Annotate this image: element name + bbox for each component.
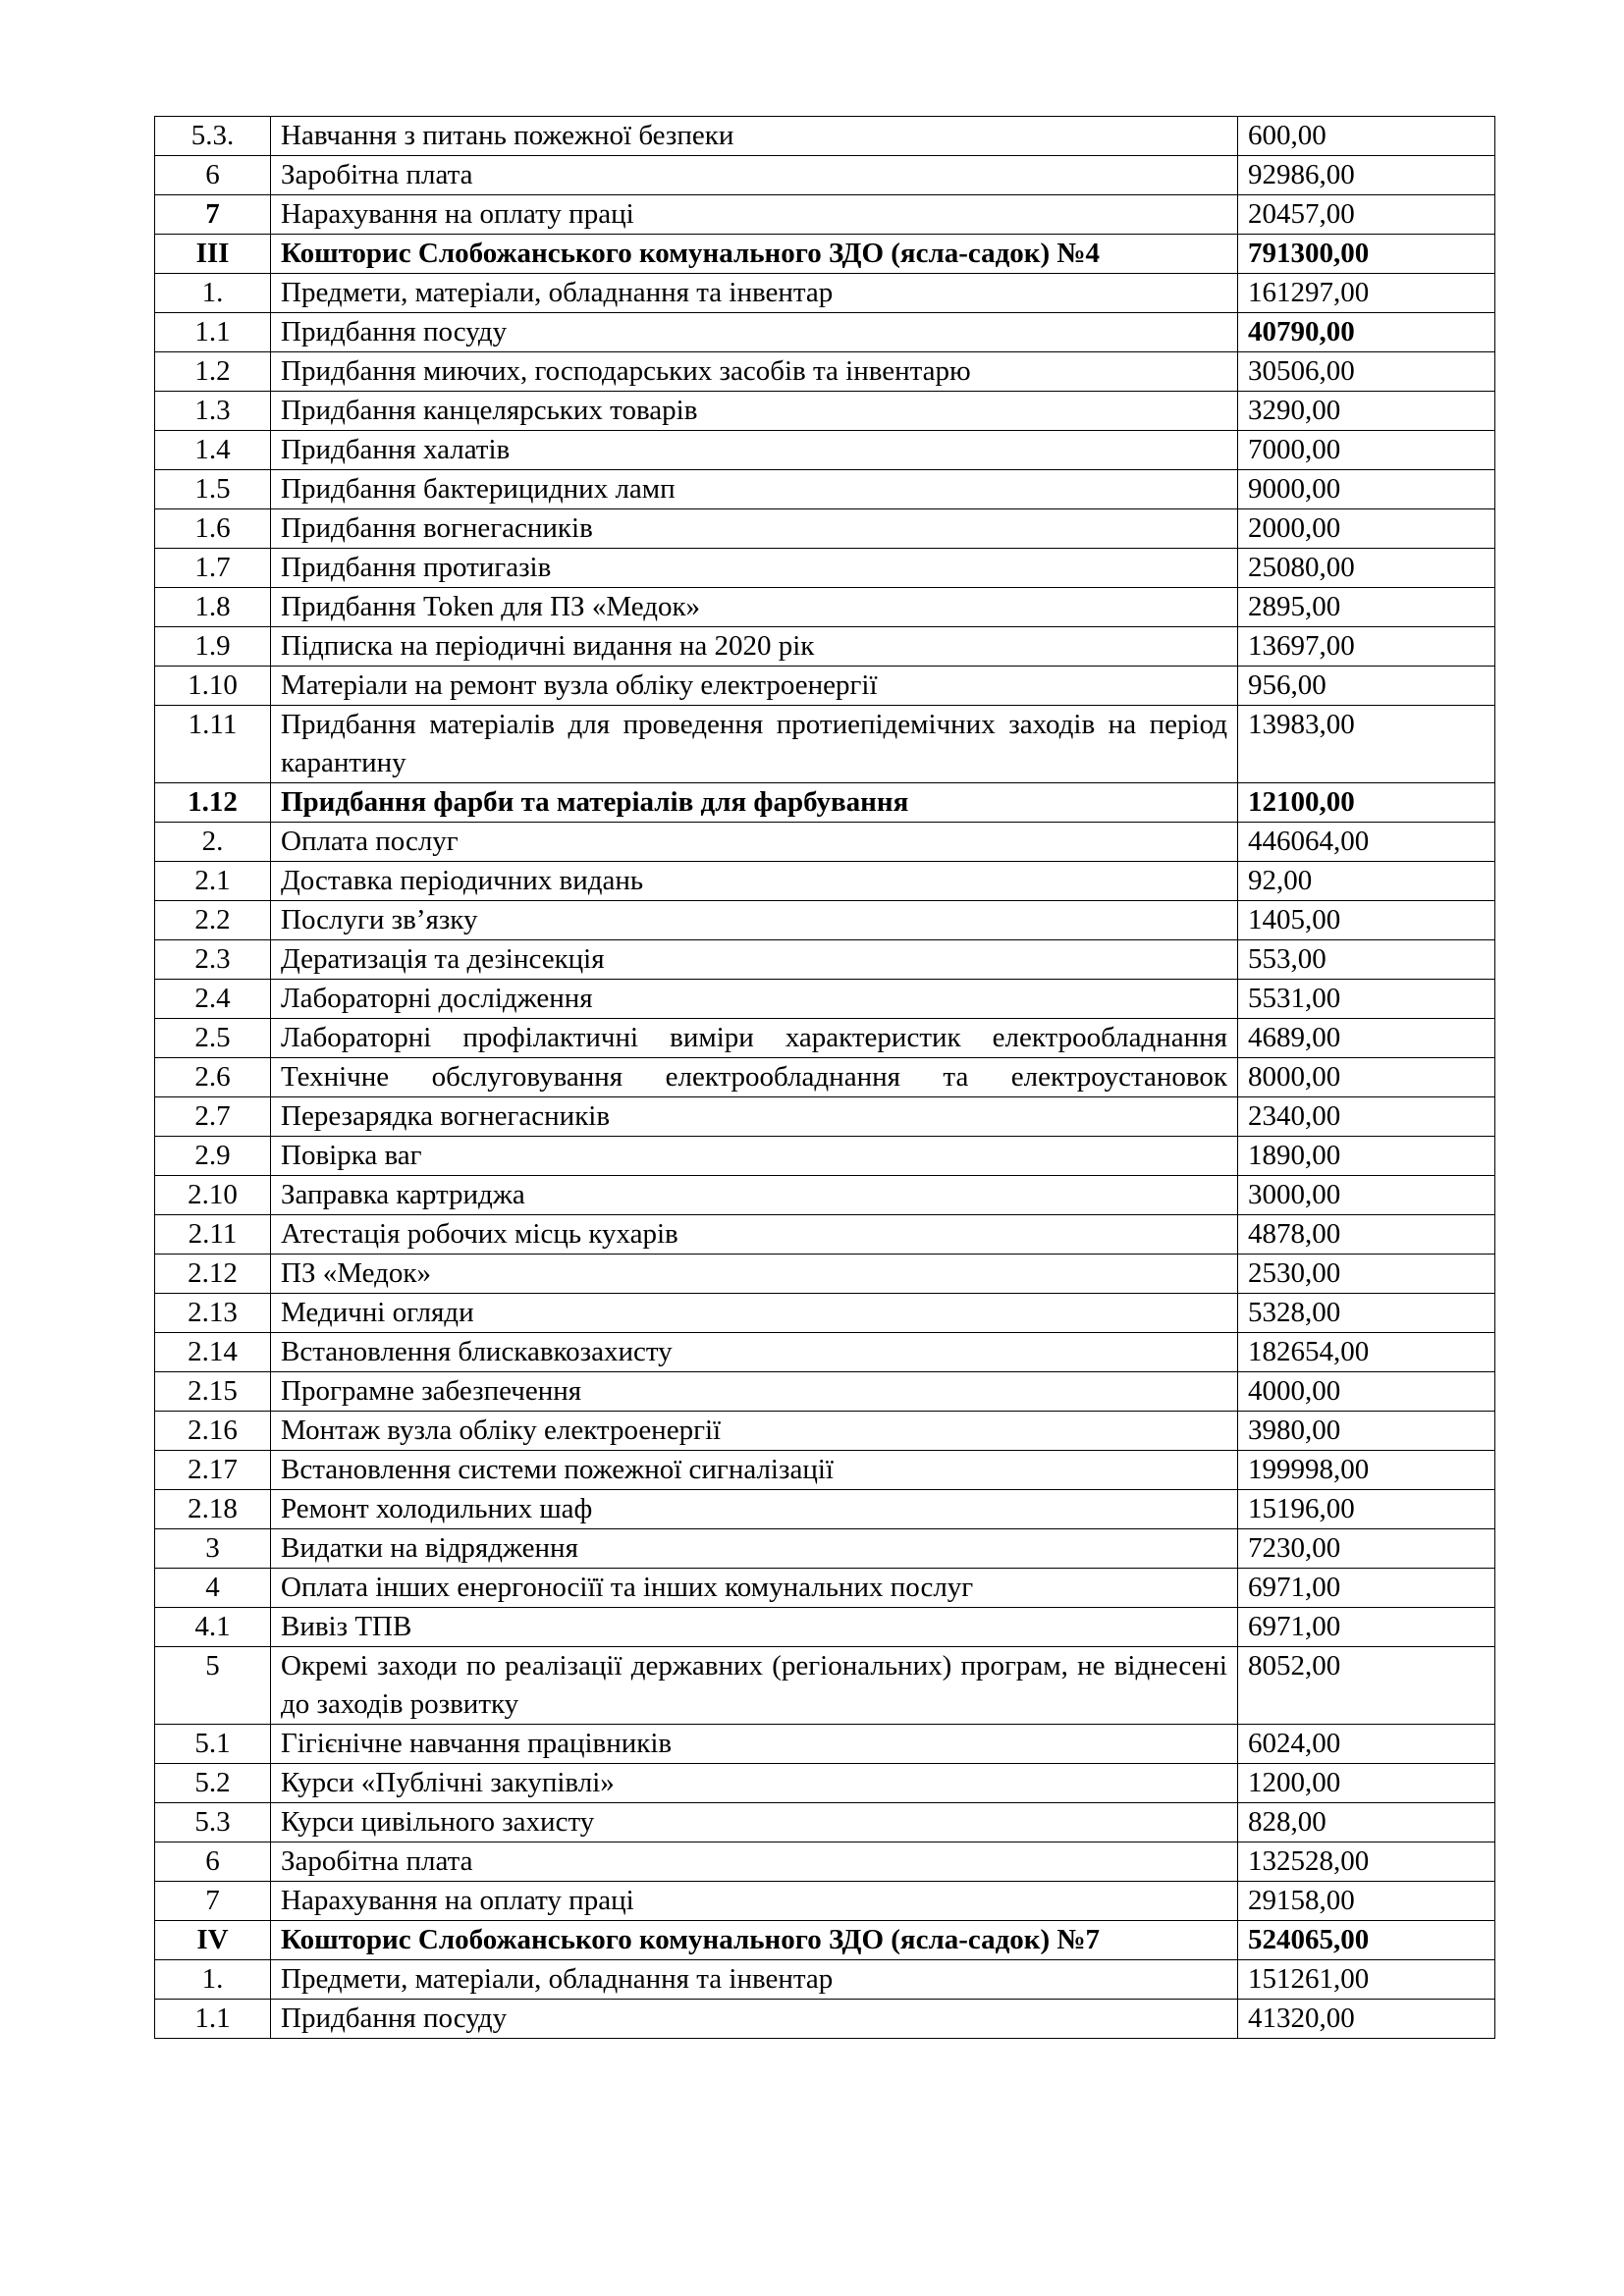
row-description: Гігієнічне навчання працівників xyxy=(271,1725,1238,1764)
estimate-table-body xyxy=(155,117,1495,2039)
estimate-table xyxy=(154,116,1495,2039)
row-description: Придбання миючих, господарських засобів та інвентарю xyxy=(271,352,1238,392)
row-description: Придбання бактерицидних ламп xyxy=(271,470,1238,509)
table-row xyxy=(155,1569,1495,1608)
table-row xyxy=(155,1960,1495,2000)
row-amount: 4000,00 xyxy=(1238,1372,1495,1412)
row-number: 1. xyxy=(155,274,271,313)
row-number: 1.10 xyxy=(155,667,271,706)
row-description: Перезарядка вогнегасників xyxy=(271,1097,1238,1137)
row-amount: 13983,00 xyxy=(1238,706,1495,783)
row-number: 5 xyxy=(155,1647,271,1725)
row-amount: 92986,00 xyxy=(1238,156,1495,195)
row-number: 2.16 xyxy=(155,1412,271,1451)
row-number: 1.1 xyxy=(155,313,271,352)
row-amount: 4689,00 xyxy=(1238,1019,1495,1058)
row-number: 1.7 xyxy=(155,549,271,588)
row-number: 6 xyxy=(155,1842,271,1882)
row-number: 7 xyxy=(155,1882,271,1921)
row-amount: 791300,00 xyxy=(1238,235,1495,274)
table-row xyxy=(155,1882,1495,1921)
table-row xyxy=(155,509,1495,549)
row-description: Заробітна плата xyxy=(271,156,1238,195)
table-row xyxy=(155,1921,1495,1960)
row-description: Лабораторні дослідження xyxy=(271,980,1238,1019)
row-number: 4 xyxy=(155,1569,271,1608)
row-amount: 5531,00 xyxy=(1238,980,1495,1019)
row-number: 2.4 xyxy=(155,980,271,1019)
table-row xyxy=(155,627,1495,667)
table-row xyxy=(155,549,1495,588)
row-number: 2.14 xyxy=(155,1333,271,1372)
table-row xyxy=(155,1608,1495,1647)
row-amount: 13697,00 xyxy=(1238,627,1495,667)
row-amount: 25080,00 xyxy=(1238,549,1495,588)
row-description: Придбання вогнегасників xyxy=(271,509,1238,549)
row-amount: 15196,00 xyxy=(1238,1490,1495,1529)
table-row xyxy=(155,901,1495,940)
row-number: 7 xyxy=(155,195,271,235)
row-number: 2.18 xyxy=(155,1490,271,1529)
row-description: Заправка картриджа xyxy=(271,1176,1238,1215)
row-description: Предмети, матеріали, обладнання та інвентар xyxy=(271,274,1238,313)
row-number: 1.1 xyxy=(155,2000,271,2039)
row-amount: 1405,00 xyxy=(1238,901,1495,940)
row-description: Оплата інших енергоносіїї та інших комунальних послуг xyxy=(271,1569,1238,1608)
row-description: Придбання канцелярських товарів xyxy=(271,392,1238,431)
table-row xyxy=(155,823,1495,862)
table-row xyxy=(155,195,1495,235)
row-number: 2.12 xyxy=(155,1255,271,1294)
row-amount: 6971,00 xyxy=(1238,1608,1495,1647)
row-number: 2.10 xyxy=(155,1176,271,1215)
table-row xyxy=(155,1137,1495,1176)
table-row xyxy=(155,1764,1495,1803)
row-number: 3 xyxy=(155,1529,271,1569)
row-number: 5.3. xyxy=(155,117,271,156)
row-amount: 12100,00 xyxy=(1238,783,1495,823)
table-row xyxy=(155,1215,1495,1255)
row-number: 2.7 xyxy=(155,1097,271,1137)
row-description: Кошторис Слобожанського комунального ЗДО (ясла-садок) №4 xyxy=(271,235,1238,274)
row-amount: 151261,00 xyxy=(1238,1960,1495,2000)
row-description: Видатки на відрядження xyxy=(271,1529,1238,1569)
table-row xyxy=(155,274,1495,313)
table-row xyxy=(155,1725,1495,1764)
table-row xyxy=(155,313,1495,352)
row-amount: 182654,00 xyxy=(1238,1333,1495,1372)
row-number: 1.8 xyxy=(155,588,271,627)
table-row xyxy=(155,1372,1495,1412)
row-description: Ремонт холодильних шаф xyxy=(271,1490,1238,1529)
row-description: Курси «Публічні закупівлі» xyxy=(271,1764,1238,1803)
row-number: 2.17 xyxy=(155,1451,271,1490)
row-amount: 7230,00 xyxy=(1238,1529,1495,1569)
row-description: Курси цивільного захисту xyxy=(271,1803,1238,1842)
row-description: Придбання протигазів xyxy=(271,549,1238,588)
row-amount: 8000,00 xyxy=(1238,1058,1495,1097)
row-number: 2.5 xyxy=(155,1019,271,1058)
row-number: 2.11 xyxy=(155,1215,271,1255)
row-description: Придбання посуду xyxy=(271,313,1238,352)
row-amount: 3000,00 xyxy=(1238,1176,1495,1215)
row-description: Монтаж вузла обліку електроенергії xyxy=(271,1412,1238,1451)
row-number: 5.3 xyxy=(155,1803,271,1842)
row-description: Предмети, матеріали, обладнання та інвентар xyxy=(271,1960,1238,2000)
row-amount: 5328,00 xyxy=(1238,1294,1495,1333)
row-amount: 161297,00 xyxy=(1238,274,1495,313)
table-row xyxy=(155,980,1495,1019)
row-description: Дератизація та дезінсекція xyxy=(271,940,1238,980)
row-amount: 2895,00 xyxy=(1238,588,1495,627)
row-description: Послуги зв’язку xyxy=(271,901,1238,940)
row-description: Лабораторні профілактичні виміри характеристик електрообладнання xyxy=(271,1019,1238,1058)
row-number: 5.2 xyxy=(155,1764,271,1803)
table-row xyxy=(155,1255,1495,1294)
row-amount: 446064,00 xyxy=(1238,823,1495,862)
row-amount: 3980,00 xyxy=(1238,1412,1495,1451)
row-amount: 1890,00 xyxy=(1238,1137,1495,1176)
table-row xyxy=(155,1019,1495,1058)
row-amount: 40790,00 xyxy=(1238,313,1495,352)
row-description: Матеріали на ремонт вузла обліку електроенергії xyxy=(271,667,1238,706)
row-description: Кошторис Слобожанського комунального ЗДО (ясла-садок) №7 xyxy=(271,1921,1238,1960)
table-row xyxy=(155,392,1495,431)
row-amount: 7000,00 xyxy=(1238,431,1495,470)
row-number: 5.1 xyxy=(155,1725,271,1764)
table-row xyxy=(155,1412,1495,1451)
table-row xyxy=(155,1647,1495,1725)
row-number: 2.15 xyxy=(155,1372,271,1412)
table-row xyxy=(155,1176,1495,1215)
table-row xyxy=(155,431,1495,470)
table-row xyxy=(155,117,1495,156)
row-amount: 92,00 xyxy=(1238,862,1495,901)
row-description: Підписка на періодичні видання на 2020 рік xyxy=(271,627,1238,667)
row-description: Нарахування на оплату праці xyxy=(271,1882,1238,1921)
row-amount: 524065,00 xyxy=(1238,1921,1495,1960)
row-description: Придбання посуду xyxy=(271,2000,1238,2039)
row-number: 1. xyxy=(155,1960,271,2000)
row-number: III xyxy=(155,235,271,274)
row-number: 1.9 xyxy=(155,627,271,667)
row-number: 4.1 xyxy=(155,1608,271,1647)
row-amount: 553,00 xyxy=(1238,940,1495,980)
table-row xyxy=(155,1097,1495,1137)
row-amount: 2340,00 xyxy=(1238,1097,1495,1137)
row-amount: 4878,00 xyxy=(1238,1215,1495,1255)
row-amount: 600,00 xyxy=(1238,117,1495,156)
table-row xyxy=(155,862,1495,901)
table-row xyxy=(155,352,1495,392)
row-amount: 41320,00 xyxy=(1238,2000,1495,2039)
row-description: Атестація робочих місць кухарів xyxy=(271,1215,1238,1255)
row-number: 2.1 xyxy=(155,862,271,901)
row-description: Медичні огляди xyxy=(271,1294,1238,1333)
row-amount: 3290,00 xyxy=(1238,392,1495,431)
table-row xyxy=(155,470,1495,509)
row-number: 1.12 xyxy=(155,783,271,823)
table-row xyxy=(155,1058,1495,1097)
row-description: Заробітна плата xyxy=(271,1842,1238,1882)
row-description: Придбання фарби та матеріалів для фарбування xyxy=(271,783,1238,823)
row-number: 1.2 xyxy=(155,352,271,392)
row-amount: 20457,00 xyxy=(1238,195,1495,235)
row-amount: 956,00 xyxy=(1238,667,1495,706)
table-row xyxy=(155,1803,1495,1842)
row-amount: 199998,00 xyxy=(1238,1451,1495,1490)
row-amount: 132528,00 xyxy=(1238,1842,1495,1882)
table-row xyxy=(155,588,1495,627)
table-row xyxy=(155,940,1495,980)
row-number: 6 xyxy=(155,156,271,195)
table-row xyxy=(155,1842,1495,1882)
row-description: Встановлення системи пожежної сигналізації xyxy=(271,1451,1238,1490)
table-row xyxy=(155,783,1495,823)
row-amount: 30506,00 xyxy=(1238,352,1495,392)
row-description: Придбання халатів xyxy=(271,431,1238,470)
table-row xyxy=(155,1333,1495,1372)
row-description: Окремі заходи по реалізації державних (регіональних) програм, не віднесені до заходів розвитку xyxy=(271,1647,1238,1725)
table-row xyxy=(155,667,1495,706)
row-number: 2.6 xyxy=(155,1058,271,1097)
row-description: Встановлення блискавкозахисту xyxy=(271,1333,1238,1372)
row-amount: 2530,00 xyxy=(1238,1255,1495,1294)
row-amount: 1200,00 xyxy=(1238,1764,1495,1803)
table-row xyxy=(155,1529,1495,1569)
row-description: Доставка періодичних видань xyxy=(271,862,1238,901)
table-row xyxy=(155,1294,1495,1333)
row-description: Вивіз ТПВ xyxy=(271,1608,1238,1647)
row-description: Повірка ваг xyxy=(271,1137,1238,1176)
row-description: Технічне обслуговування електрообладнання та електроустановок xyxy=(271,1058,1238,1097)
row-description: ПЗ «Медок» xyxy=(271,1255,1238,1294)
row-amount: 6024,00 xyxy=(1238,1725,1495,1764)
row-number: 2.3 xyxy=(155,940,271,980)
row-number: IV xyxy=(155,1921,271,1960)
row-description: Навчання з питань пожежної безпеки xyxy=(271,117,1238,156)
table-row xyxy=(155,706,1495,783)
row-description: Оплата послуг xyxy=(271,823,1238,862)
row-amount: 8052,00 xyxy=(1238,1647,1495,1725)
row-description: Придбання Token для ПЗ «Медок» xyxy=(271,588,1238,627)
row-number: 2. xyxy=(155,823,271,862)
row-number: 2.2 xyxy=(155,901,271,940)
row-description: Нарахування на оплату праці xyxy=(271,195,1238,235)
row-amount: 2000,00 xyxy=(1238,509,1495,549)
row-amount: 6971,00 xyxy=(1238,1569,1495,1608)
row-number: 1.6 xyxy=(155,509,271,549)
row-number: 1.3 xyxy=(155,392,271,431)
table-row xyxy=(155,1490,1495,1529)
row-number: 2.13 xyxy=(155,1294,271,1333)
row-amount: 29158,00 xyxy=(1238,1882,1495,1921)
table-row xyxy=(155,1451,1495,1490)
row-number: 1.11 xyxy=(155,706,271,783)
row-number: 1.4 xyxy=(155,431,271,470)
table-row xyxy=(155,235,1495,274)
row-description: Програмне забезпечення xyxy=(271,1372,1238,1412)
row-amount: 9000,00 xyxy=(1238,470,1495,509)
row-number: 1.5 xyxy=(155,470,271,509)
table-row xyxy=(155,2000,1495,2039)
table-row xyxy=(155,156,1495,195)
row-number: 2.9 xyxy=(155,1137,271,1176)
row-amount: 828,00 xyxy=(1238,1803,1495,1842)
row-description: Придбання матеріалів для проведення протиепідемічних заходів на період карантину xyxy=(271,706,1238,783)
